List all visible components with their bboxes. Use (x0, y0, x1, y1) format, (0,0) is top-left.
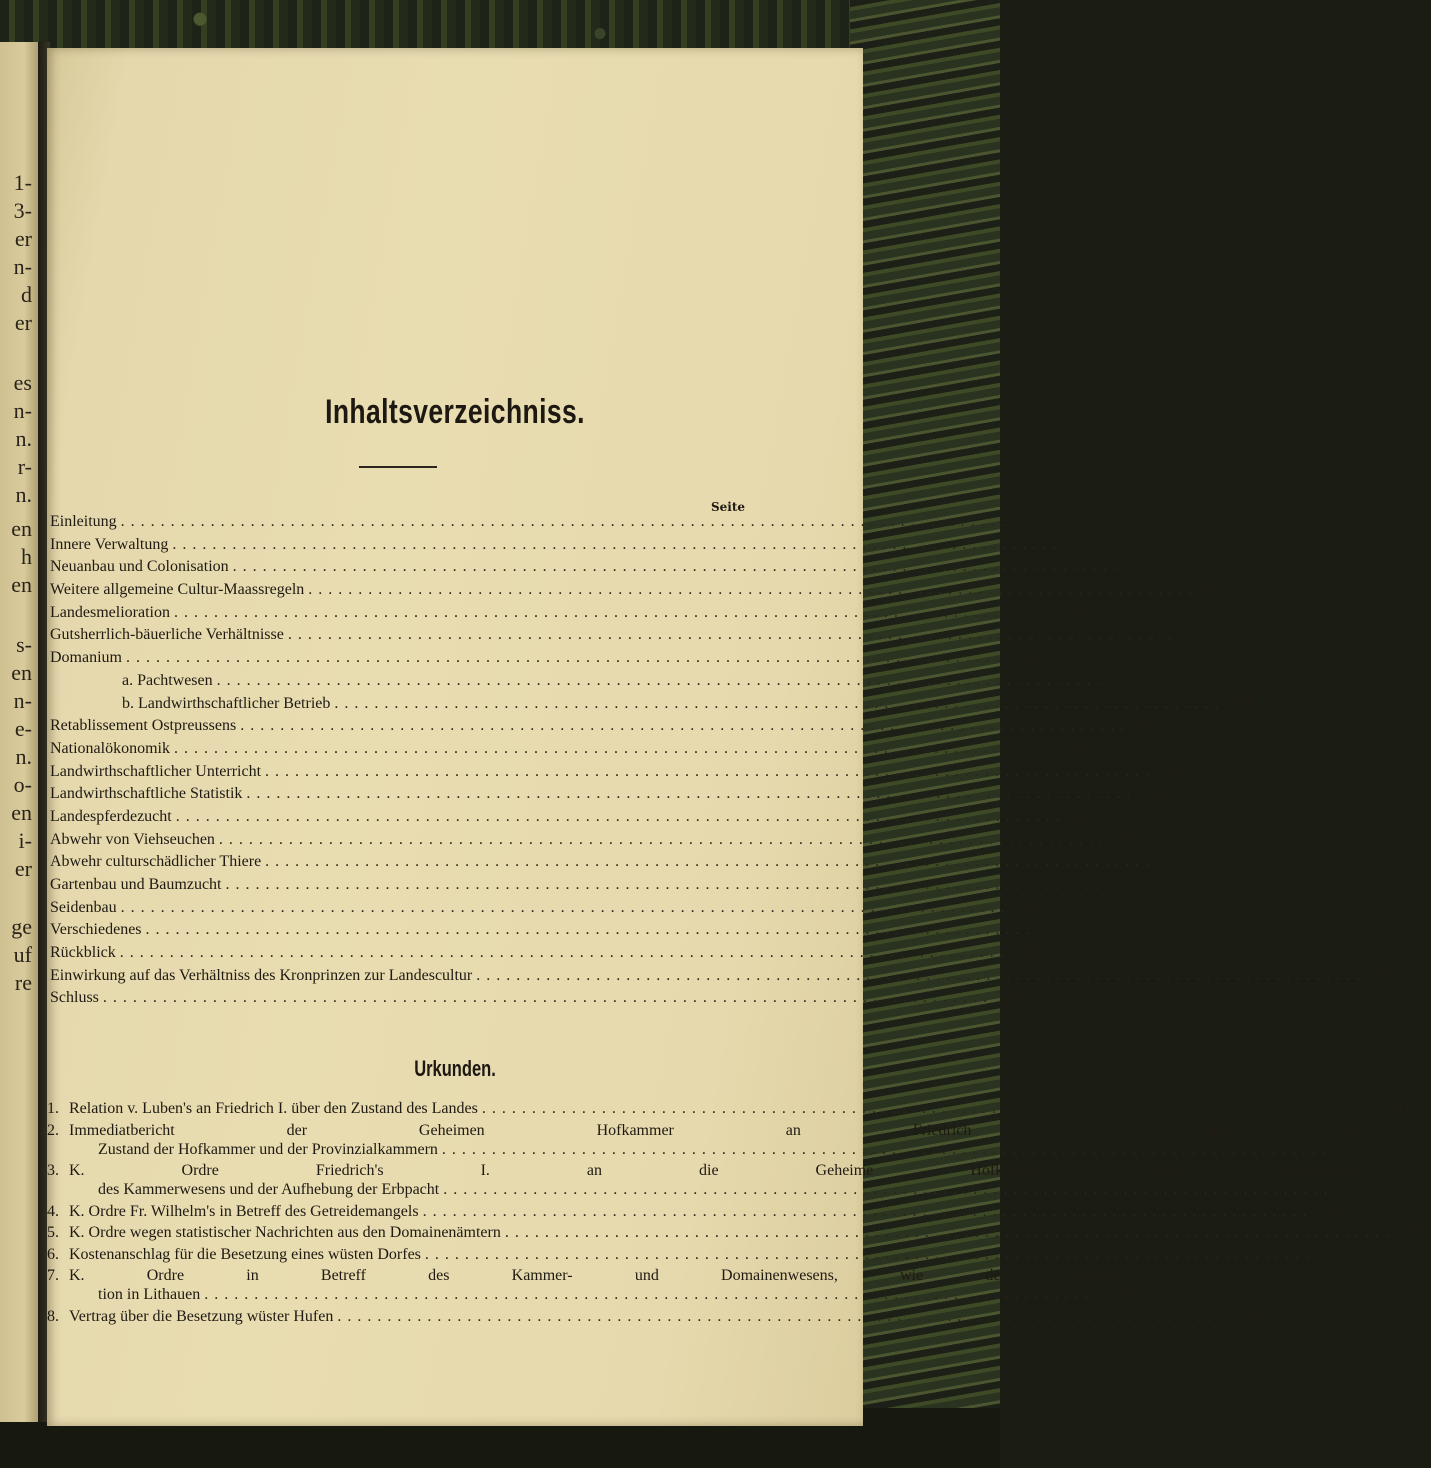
leader-dots: ......................................................................................... (265, 762, 1156, 780)
toc-entry-title: Landwirthschaftliche Statistik (50, 785, 243, 803)
toc-entry-page: 195 (1372, 966, 1397, 984)
toc-entry-title: Landesmelioration (50, 603, 170, 621)
leader-dots: ......................................................................................... (216, 671, 1107, 689)
document-page: 231 (1345, 1181, 1370, 1198)
toc-entry-title: Innere Verwaltung (50, 535, 169, 553)
prev-page-fragment: 3- (13, 198, 32, 223)
toc-entry (50, 581, 1221, 604)
toc-entry-page: 159 (1142, 785, 1167, 803)
toc-entry-page: 207 (998, 989, 1023, 1007)
document-entry (47, 1100, 1408, 1119)
toc-entry-title: Landwirthschaftlicher Unterricht (50, 762, 262, 780)
leader-dots: ......................................................................................... (173, 603, 1064, 621)
document-title: K. Ordre in Betreff des Kammer- und Domainenwesens, wie der Colonisa- (69, 1267, 1131, 1284)
toc-entry-page: 155 (1161, 762, 1186, 780)
prev-page-fragment: 1- (13, 170, 32, 195)
prev-page-fragment: er (14, 310, 32, 335)
document-title: Vertrag über die Besetzung wüster Hufen (69, 1307, 334, 1325)
document-title: K. Ordre Fr. Wilhelm's in Betreff des Getreidemangels (69, 1202, 419, 1220)
document-entry (47, 1245, 1351, 1265)
toc-entry-title: Gutsherrlich-bäuerliche Verhältnisse (50, 626, 284, 644)
prev-page-fragment: s- (16, 632, 32, 657)
prev-page-fragment: n. (15, 482, 32, 507)
leader-dots: ......................................................................................... (218, 830, 1109, 848)
toc-entry-page: — (1112, 671, 1129, 689)
toc-entry-page: 1 (1016, 513, 1025, 530)
toc-entry (50, 876, 1146, 899)
document-number: 4. (47, 1202, 59, 1220)
toc-entry-page: 145 (1069, 739, 1094, 757)
toc-entry (50, 626, 1200, 649)
toc-entry (50, 989, 1023, 1012)
toc-entry (50, 739, 1094, 763)
leader-dots: ......................................................................................... (102, 989, 993, 1007)
toc-entry (50, 535, 1085, 559)
leader-dots: ......................................................................................... (287, 626, 1178, 644)
toc-entry (50, 898, 1041, 922)
toc-subentry (50, 694, 1255, 718)
leader-dots: ......................................................................................... (175, 807, 1066, 825)
prev-page-fragment: r- (17, 454, 32, 479)
leader-dots: ......................................................................................... (232, 558, 1123, 576)
document-page: 233 (1406, 1224, 1431, 1241)
toc-entry-title: Verschiedenes (50, 921, 142, 939)
document-title: K. Ordre wegen statistischer Nachrichten aus den Domainenämtern (69, 1224, 501, 1241)
toc-entry-page: 166 (1114, 830, 1139, 848)
document-page: 239 (1239, 1307, 1264, 1325)
document-page: — (1334, 1245, 1351, 1263)
document-title-continuation: Zustand der Hofkammer und der Provinzialkammern (98, 1140, 438, 1158)
toc-entry-title: a. Pachtwesen (122, 671, 213, 689)
leader-dots: ......................................................................................... (120, 898, 1011, 916)
leader-dots: ......................................................................................... (337, 1307, 1228, 1325)
leader-dots: ......................................................................................... (422, 1202, 1313, 1220)
prev-page-fragment: en (11, 800, 32, 825)
leader-dots: ......................................................................................... (173, 739, 1064, 757)
toc-entry (50, 603, 1086, 627)
toc-entry-title: Neuanbau und Colonisation (50, 558, 229, 576)
prev-page-fragment: uf (13, 942, 32, 967)
toc-entry (50, 944, 1040, 967)
toc-entry (50, 649, 1038, 672)
prev-page-fragment: e- (14, 716, 32, 741)
toc-entry-title: Abwehr culturschädlicher Thiere (50, 853, 262, 871)
toc-entry (50, 853, 1186, 876)
document-number: 5. (47, 1224, 59, 1241)
toc-entry (50, 966, 1397, 990)
prev-page-fragment: er (14, 856, 32, 881)
document-number: 1. (47, 1100, 59, 1117)
toc-entry-page: 73 (1183, 626, 1200, 644)
prev-page-fragment: o- (13, 772, 32, 797)
document-entry (47, 1202, 1349, 1222)
prev-page-fragment: n. (15, 426, 32, 451)
toc-entry (50, 921, 1066, 944)
document-title-continuation: des Kammerwesens und der Aufhebung der Erbpacht (98, 1181, 440, 1198)
document-title: K. Ordre Friedrich's I. an die Geheime Hofkammer wegen Verbesserung (69, 1162, 1370, 1179)
toc-entry-page: 140 (1136, 717, 1161, 735)
leader-dots: ......................................................................................... (246, 785, 1137, 803)
prev-page-fragment: en (11, 516, 32, 541)
documents-section-title: Urkunden. (414, 1056, 496, 1081)
page-title: Inhaltsverzeichniss. (325, 393, 585, 431)
toc-entry-page: 171 (1161, 853, 1186, 871)
document-page: 234 (1106, 1286, 1131, 1303)
prev-page-fragment: es (13, 370, 32, 395)
toc-entry-page: 188 (1015, 944, 1040, 962)
prev-page-fragment: er (14, 226, 32, 251)
toc-entry-page: 176 (1121, 876, 1146, 893)
page-column-label: Seite (710, 500, 745, 514)
prev-page-fragment: n- (13, 688, 32, 713)
document-number: 3. (47, 1162, 59, 1179)
toc-entry-title: Schluss (50, 989, 99, 1007)
toc-entry-title: Einwirkung auf das Verhältniss des Kronprinzen zur Landescultur (50, 966, 473, 984)
toc-entry (50, 762, 1186, 786)
document-entry (47, 1267, 1131, 1305)
document-entry (47, 1121, 1368, 1160)
document-entry (47, 1224, 1431, 1243)
toc-entry (50, 807, 1096, 831)
toc-entry-title: Einleitung (50, 513, 117, 530)
leader-dots: ......................................................................................... (204, 1286, 1095, 1303)
document-number: 7. (47, 1267, 59, 1284)
title-divider (359, 466, 437, 468)
document-title-continuation: tion in Lithauen (98, 1286, 201, 1303)
toc-entry-page: 128 (1230, 694, 1255, 712)
toc-entry-page: 62 (1069, 603, 1086, 621)
toc-entry-page: 25 (1068, 535, 1085, 553)
toc-entry (50, 558, 1145, 581)
prev-page-fragment: n- (13, 254, 32, 279)
document-number: 2. (47, 1121, 59, 1139)
leader-dots: ......................................................................................... (120, 513, 1011, 530)
leader-dots: ......................................................................................... (441, 1140, 1332, 1158)
leader-dots: ......................................................................................... (481, 1100, 1372, 1117)
book-page (47, 48, 1431, 1426)
prev-page-fragment: n. (15, 744, 32, 769)
document-page: 228 (1343, 1140, 1368, 1158)
toc-entry-title: Abwehr von Viehseuchen (50, 830, 215, 848)
leader-dots: ......................................................................................... (225, 876, 1116, 893)
prev-page-fragment: d (21, 282, 32, 307)
toc-entry (50, 830, 1139, 854)
prev-page-fragment: ge (11, 914, 32, 939)
toc-entry-title: Landespferdezucht (50, 807, 172, 825)
toc-entry (50, 785, 1167, 808)
prev-page-fragment: i- (18, 828, 32, 853)
documents-list (47, 1100, 1431, 1329)
toc-entry (50, 717, 1161, 740)
toc-entry-title: Gartenbau und Baumzucht (50, 876, 222, 893)
leader-dots: ......................................................................................... (265, 853, 1156, 871)
document-title: Kostenanschlag für die Besetzung eines wüsten Dorfes (69, 1245, 421, 1263)
table-of-contents (50, 513, 1397, 1012)
document-entry (47, 1162, 1370, 1200)
toc-entry-page: 50 (1204, 581, 1221, 599)
toc-entry-title: Domanium (50, 649, 122, 667)
prev-page-fragment: en (11, 572, 32, 597)
document-number: 8. (47, 1307, 59, 1325)
toc-entry-title: Retablissement Ostpreussens (50, 717, 237, 735)
document-title: Immediatbericht der Geheimen Hofkammer an Friedrich I. über den (69, 1121, 1368, 1139)
leader-dots: ......................................................................................... (119, 944, 1010, 962)
prev-page-fragment: re (14, 970, 32, 995)
toc-entry-title: Nationalökonomik (50, 739, 170, 757)
leader-dots: ......................................................................................... (126, 649, 1016, 667)
document-title: Relation v. Luben's an Friedrich I. über den Zustand des Landes (69, 1100, 478, 1117)
document-entry (47, 1307, 1264, 1327)
leader-dots: ......................................................................................... (504, 1224, 1395, 1241)
leader-dots: ......................................................................................... (476, 966, 1367, 984)
toc-entry-page: 183 (1041, 921, 1066, 939)
toc-entry-title: Weitere allgemeine Cultur-Maassregeln (50, 581, 305, 599)
leader-dots: ......................................................................................... (145, 921, 1036, 939)
prev-page-fragment: n- (13, 398, 32, 423)
previous-page-sliver (0, 42, 40, 1422)
document-page: 232 (1324, 1202, 1349, 1220)
toc-entry-page: 181 (1016, 898, 1041, 916)
toc-entry-title: b. Landwirthschaftlicher Betrieb (122, 694, 331, 712)
toc-entry-page: 85 (1022, 649, 1038, 667)
toc-entry-page: 32 (1128, 558, 1145, 576)
prev-page-fragment: h (21, 544, 32, 569)
document-number: 6. (47, 1245, 59, 1263)
toc-entry-page: 161 (1071, 807, 1096, 825)
leader-dots: ......................................................................................... (424, 1245, 1315, 1263)
toc-entry (50, 513, 1025, 536)
leader-dots: ......................................................................................... (308, 581, 1199, 599)
toc-entry-title: Rückblick (50, 944, 116, 962)
toc-subentry (50, 671, 1129, 695)
document-page: 211 (1384, 1100, 1408, 1117)
leader-dots: ......................................................................................... (172, 535, 1063, 553)
leader-dots: ......................................................................................... (334, 694, 1225, 712)
leader-dots: ......................................................................................... (443, 1181, 1334, 1198)
leader-dots: ......................................................................................... (240, 717, 1131, 735)
toc-entry-title: Seidenbau (50, 898, 117, 916)
prev-page-fragment: en (11, 660, 32, 685)
